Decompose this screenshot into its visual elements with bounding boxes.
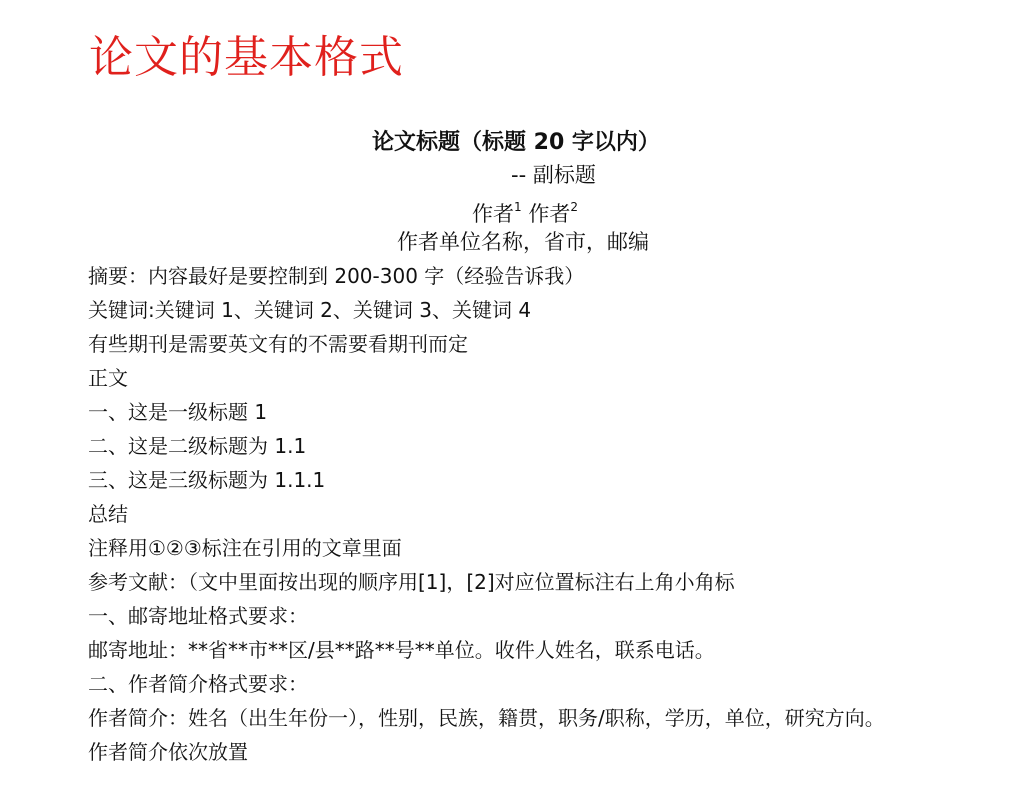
author-bio-order-line: 作者简介依次放置: [88, 740, 248, 764]
author-1-superscript: 1: [514, 200, 522, 214]
author-bio-line: 作者简介：姓名（出生年份一），性别，民族，籍贯，职务/职称，学历，单位，研究方向。: [88, 706, 885, 730]
body-text-line: 正文: [88, 366, 128, 390]
mailing-address-line: 邮寄地址：**省**市**区/县**路**号**单位。收件人姓名，联系电话。: [88, 638, 715, 662]
author-2: 作者: [528, 202, 571, 226]
abstract-line: 摘要：内容最好是要控制到 200-300 字（经验告诉我）: [88, 264, 585, 288]
references-line: 参考文献：（文中里面按出现的顺序用[1]，[2]对应位置标注右上角小角标: [88, 570, 735, 594]
summary-line: 总结: [88, 502, 128, 526]
mailing-address-heading: 一、邮寄地址格式要求：: [88, 604, 308, 628]
heading-level-2-line: 二、这是二级标题为 1.1: [88, 434, 307, 458]
paper-authors: [472, 194, 578, 229]
author-bio-heading: 二、作者简介格式要求：: [88, 672, 308, 696]
paper-title: 论文标题（标题 20 字以内）: [372, 130, 660, 155]
author-affiliation: 作者单位名称，省市，邮编: [397, 230, 649, 254]
slide-title: 论文的基本格式: [89, 32, 404, 83]
heading-level-1-line: 一、这是一级标题 1: [88, 400, 268, 424]
author-2-superscript: 2: [570, 200, 578, 214]
english-note-line: 有些期刊是需要英文有的不需要看期刊而定: [88, 332, 468, 356]
heading-level-3-line: 三、这是三级标题为 1.1.1: [88, 468, 326, 492]
author-1: 作者: [472, 202, 514, 226]
annotation-line: 注释用①②③标注在引用的文章里面: [88, 536, 402, 560]
format-guidelines-list: [88, 259, 885, 769]
keywords-line: 关键词:关键词 1、关键词 2、关键词 3、关键词 4: [88, 298, 532, 322]
paper-subtitle: -- 副标题: [511, 163, 596, 187]
